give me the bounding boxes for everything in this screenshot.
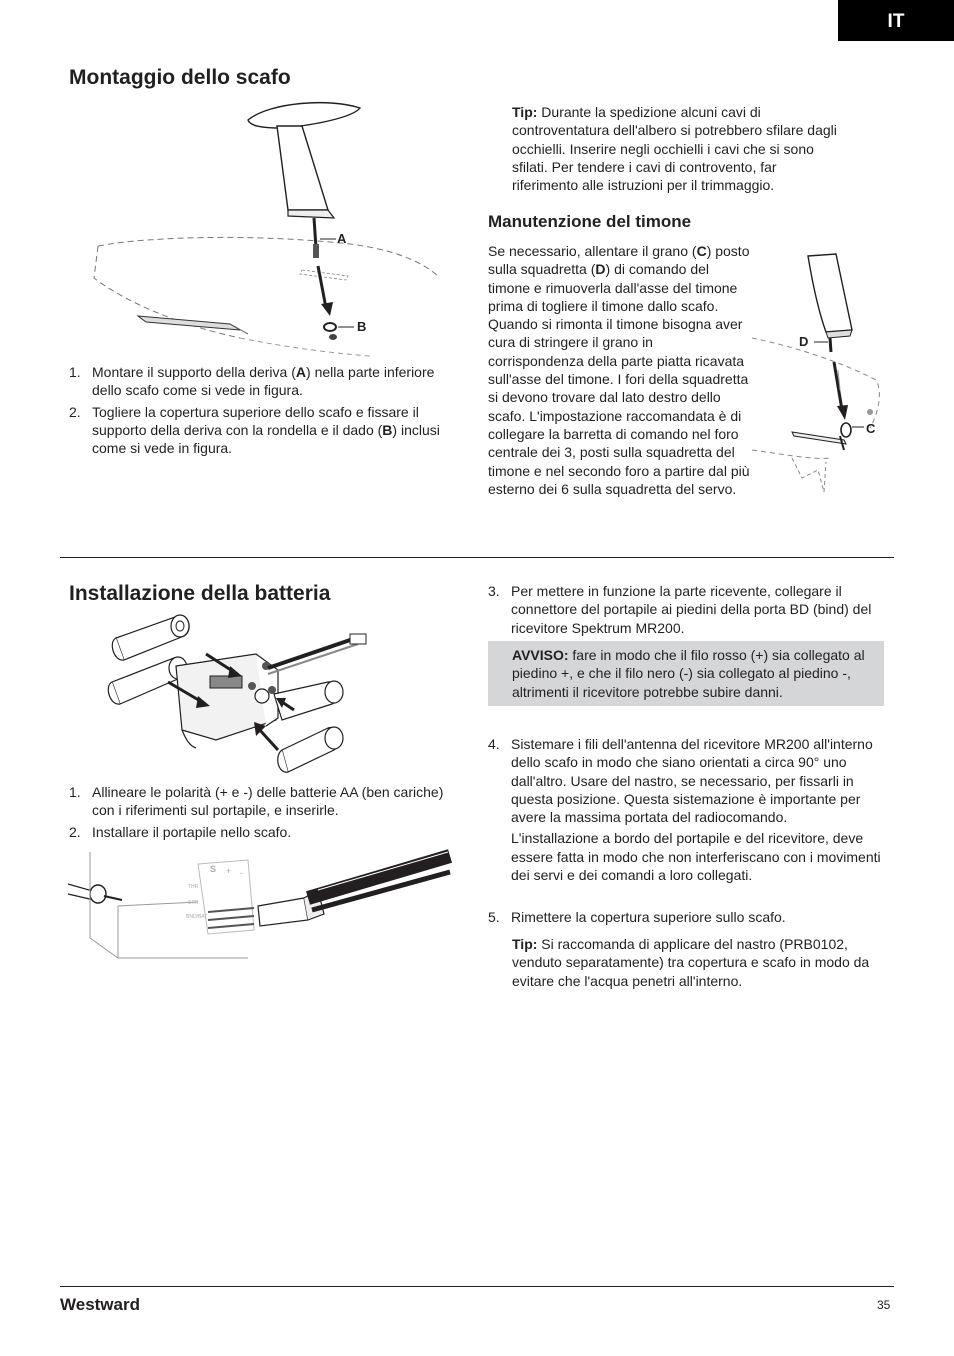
- svg-text:THR: THR: [188, 884, 199, 890]
- section-title-hull-assembly: Montaggio dello scafo: [69, 66, 291, 89]
- rudder-text-bold: D: [595, 261, 606, 278]
- receiver-connection-figure: [68, 850, 450, 962]
- svg-text:BND/BAT: BND/BAT: [186, 914, 208, 920]
- tip-text: Si raccomanda di applicare del nastro (PRB0102, venduto separatamente) tra copertura e scafo in modo da evitare che l'acqua penetri all'interno.: [512, 936, 870, 989]
- language-tab: IT: [838, 0, 954, 41]
- rudder-text: Se necessario, allentare il grano (: [488, 243, 697, 259]
- step-text-extra: L'installazione a bordo del portapile e del ricevitore, deve essere fatta in modo che non interferiscano con i movimenti dei servi e dei comandi a loro collegati.: [511, 830, 881, 884]
- step-text: Montare il supporto della deriva (: [92, 364, 296, 380]
- step-text: Togliere la copertura superiore dello scafo e fissare il supporto della deriva con la rondella e il dado (: [92, 403, 419, 438]
- figure-label-b: B: [357, 319, 367, 334]
- step-number: 2.: [69, 823, 81, 840]
- list-item: [69, 823, 446, 841]
- rudder-paragraph: [488, 242, 750, 498]
- receiver-label-plus: +: [226, 866, 232, 876]
- step-number: 5.: [488, 909, 500, 925]
- keel-mounting-figure: [90, 98, 450, 356]
- step-text: Rimettere la copertura superiore sullo scafo.: [511, 909, 786, 925]
- rudder-text-bold: C: [696, 243, 707, 259]
- tip-label: Tip:: [512, 104, 538, 120]
- figure-label-c: C: [866, 421, 876, 436]
- step-text: Sistemare i fili dell'antenna del ricevitore MR200 all'interno dello scafo in modo che siano orientati a circa 90° uno dall'altro. Usare del nastro, se necessario, per fissarli in questa posizione. Questa sistemazione è importante per avere la massima portata del radiocomando.: [511, 736, 873, 826]
- list-item: [488, 735, 884, 884]
- step-text: Allineare le polarità (+ e -) delle batterie AA (ben cariche) con i riferimenti sul portapile, e inserirle.: [92, 784, 444, 819]
- notice-text: fare in modo che il filo rosso (+) sia collegato al piedino +, e che il filo nero (-) sia collegato al piedino -, altrimenti il ricevitore potrebbe subire danni.: [512, 647, 865, 700]
- receiver-label-s: S: [210, 864, 217, 874]
- tip-label: Tip:: [512, 936, 538, 952]
- receiver-label-minus: -: [240, 868, 243, 878]
- footer-divider: [60, 1286, 894, 1287]
- notice-label: AVVISO:: [512, 647, 569, 663]
- battery-steps-list: [69, 783, 446, 841]
- step-text: Per mettere in funzione la parte ricevente, collegare il connettore del portapile ai piedini della porta BD (bind) del ricevitore Spektrum MR200.: [511, 583, 872, 636]
- step-number: 2.: [69, 403, 81, 420]
- tip-rigging: [512, 103, 846, 194]
- step-number: 1.: [69, 364, 81, 380]
- tip-tape: [512, 935, 888, 990]
- step-text: Installare il portapile nello scafo.: [92, 823, 292, 840]
- notice-box: [488, 641, 884, 706]
- step-number: 1.: [69, 784, 81, 800]
- step-text: ) nella parte inferiore dello scafo come si vede in figura.: [92, 364, 435, 399]
- page-number: 35: [877, 1298, 891, 1312]
- tip-text: Durante la spedizione alcuni cavi di controventatura dell'albero si potrebbero sfilare dagli occhielli. Inserire negli occhielli i cavi che si sono sfilati. Per tendere i cavi di controvento, far riferimento alle istruzioni per il trimmaggio.: [512, 104, 837, 194]
- figure-label-a: A: [337, 231, 347, 246]
- rudder-text: ) di comando del timone e rimuoverla dall'asse del timone prima di togliere il timone dallo scafo. Quando si rimonta il timone bisogna aver cura di stringere il grano in corrispondenza della parte piatta ricavata sull'asse del timone. I fori della squadretta si devono trovare dal lato destro dello scafo. L'impostazione raccomandata è di collegare la barretta di comando nel foro centrale dei 3, posti sulla squadretta del timone e nel secondo foro a partire dal più esterno dei 6 sulla squadretta del servo.: [488, 261, 750, 497]
- hull-steps-list: [69, 363, 446, 457]
- list-item: [69, 363, 446, 400]
- subsection-title-rudder: Manutenzione del timone: [488, 212, 692, 231]
- figure-label-d: D: [799, 334, 809, 349]
- battery-holder-figure: [106, 610, 376, 780]
- step-text-bold: A: [295, 364, 307, 380]
- step-number: 4.: [488, 736, 500, 752]
- step-text: ) inclusi come si vede in figura.: [92, 421, 440, 457]
- rudder-text: ) posto sulla squadretta (: [488, 243, 750, 278]
- footer-brand: Westward: [60, 1295, 140, 1314]
- step-number: 3.: [488, 583, 500, 599]
- list-item: [69, 783, 446, 820]
- rudder-figure: [752, 250, 892, 495]
- section-title-battery-installation: Installazione della batteria: [69, 582, 331, 605]
- list-item: [488, 582, 884, 637]
- list-item: [69, 403, 446, 458]
- svg-text:STR: STR: [188, 900, 198, 906]
- section-divider: [60, 557, 894, 558]
- step-text-bold: B: [382, 421, 393, 438]
- list-item: [488, 908, 884, 926]
